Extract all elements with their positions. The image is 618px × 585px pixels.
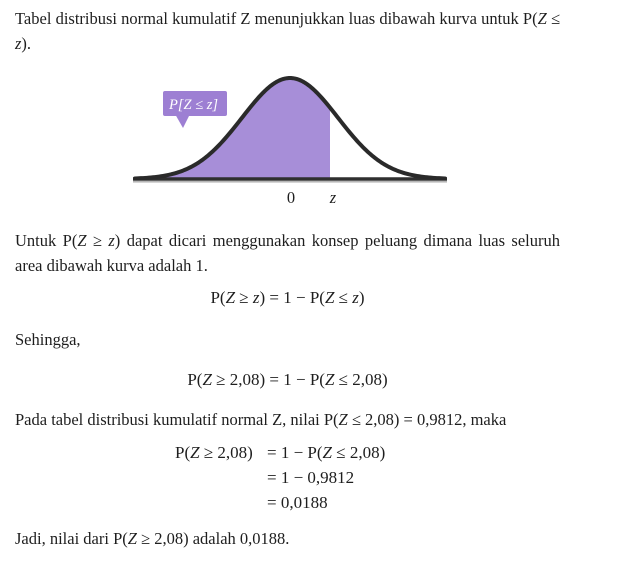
sehingga-text: Sehingga, (15, 330, 81, 349)
x-label-z: z (329, 188, 337, 207)
derivation-rhs-2: = 1 − 0,9812 (267, 468, 355, 487)
derivation-lhs: P(Z ≥ 2,08) (175, 443, 253, 462)
intro-text: Tabel distribusi normal kumulatif Z menunjukkan luas dibawah kurva untuk (15, 9, 523, 28)
concept-paragraph (15, 228, 560, 278)
distribution-figure (130, 65, 450, 207)
table-value-math: P(Z ≤ 2,08) = 0,9812 (323, 410, 463, 429)
concept-math: P(Z ≥ z) (62, 231, 121, 250)
substituted-formula: P(Z ≥ 2,08) = 1 − P(Z ≤ 2,08) (187, 370, 388, 389)
concept-text: Untuk (15, 231, 63, 250)
intro-math: P(Z ≤ z) (15, 9, 561, 53)
conclusion-paragraph (15, 526, 560, 551)
derivation-line (175, 490, 560, 515)
derivation-block (175, 440, 560, 515)
intro-paragraph (15, 6, 560, 56)
table-value-text-cont: , maka (462, 410, 507, 429)
conclusion-text-cont: adalah 0,0188. (188, 529, 290, 548)
intro-period: . (26, 34, 32, 53)
derivation-rhs-3: = 0,0188 (267, 493, 328, 512)
normal-curve-svg (130, 65, 450, 207)
x-label-zero: 0 (286, 188, 296, 207)
conclusion-math: P(Z ≥ 2,08) (113, 529, 189, 548)
table-value-paragraph (15, 407, 560, 432)
concept-text-cont: dapat dicari menggunakan konsep peluang dimana luas seluruh area dibawah kurva adalah 1. (15, 231, 561, 275)
table-value-text: Pada tabel distribusi kumulatif normal Z, nilai (15, 410, 324, 429)
probability-label-badge (163, 91, 227, 128)
derivation-rhs-1: = 1 − P(Z ≤ 2,08) (267, 443, 386, 462)
derivation-line (175, 465, 560, 490)
badge-label: P[Z ≤ z] (169, 97, 219, 113)
general-formula: P(Z ≥ z) = 1 − P(Z ≤ z) (210, 288, 365, 307)
conclusion-text: Jadi, nilai dari (15, 529, 114, 548)
derivation-line (175, 440, 560, 465)
badge-tail-icon (175, 114, 190, 128)
